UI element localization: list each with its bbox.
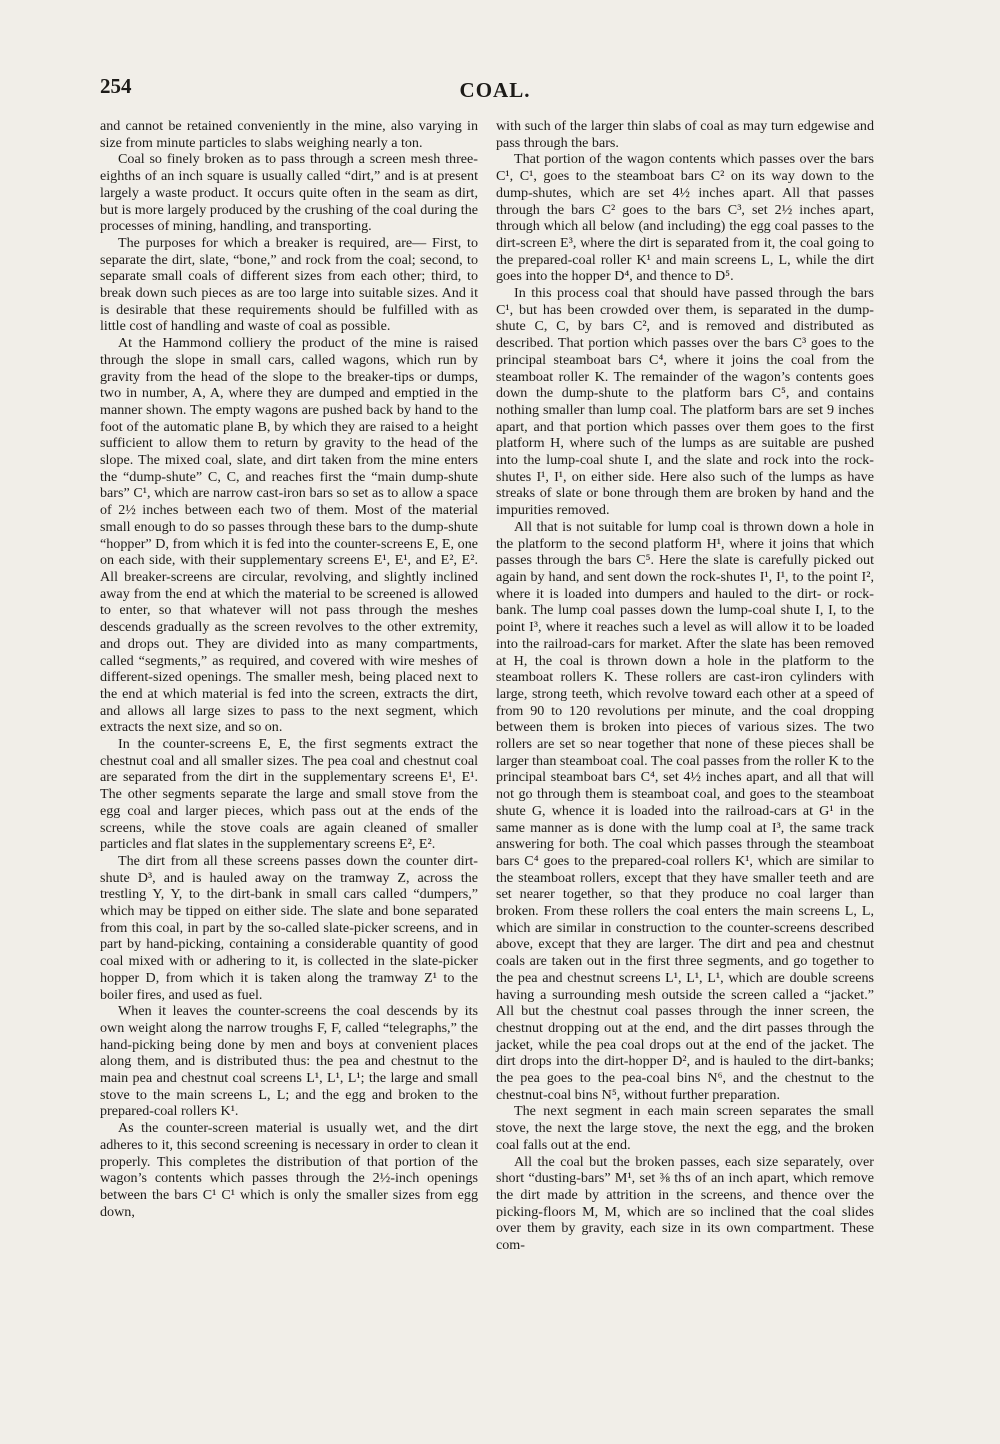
paragraph: with such of the larger thin slabs of coal as may turn edgewise and pass through the bars. bbox=[496, 118, 874, 151]
paragraph: In the counter-screens E, E, the first segments extract the chestnut coal and all smaller sizes. The pea coal and chestnut coal are separated from the dirt in the supplementary screens E¹, E¹. The other segments separate the large and small stove from the egg coal and larger pieces, which pass out at the ends of the screens, while the stove coals are again cleaned of smaller particles and flat slates in the supplementary screens E², E². bbox=[100, 736, 478, 853]
paragraph: When it leaves the counter-screens the coal descends by its own weight along the narrow troughs F, F, called “telegraphs,” the hand-picking being done by men and boys at convenient places along them, and is distributed thus: the pea and chestnut to the main pea and chestnut coal screens L¹, L¹, L¹; the large and small stove to the main screens L, L; and the egg and broken to the prepared-coal rollers K¹. bbox=[100, 1003, 478, 1120]
left-column bbox=[100, 118, 478, 1220]
page-header bbox=[100, 74, 890, 108]
paragraph: The dirt from all these screens passes down the counter dirt-shute D³, and is hauled away on the tramway Z, across the trestling Y, Y, to the dirt-bank in small cars called “dumpers,” which may be tipped on either side. The slate and bone separated from this coal, in part by the so-called slate-picker screens, and in part by hand-picking, containing a considerable quantity of good coal mixed with or adhering to it, is collected in the slate-picker hopper D, from which it is taken along the tramway Z¹ to the boiler fires, and used as fuel. bbox=[100, 852, 478, 1003]
page-number: 254 bbox=[100, 74, 132, 98]
paragraph: The purposes for which a breaker is required, are— First, to separate the dirt, slate, “bone,” and rock from the coal; second, to separate small coals of different sizes from each other; third, to break down such pieces as are too large into suitable sizes. And it is desirable that these requirements should be fulfilled with as little cost of handling and waste of coal as possible. bbox=[100, 234, 478, 335]
paragraph: and cannot be retained conveniently in the mine, also varying in size from minute particles to slabs weighing nearly a ton. bbox=[100, 118, 478, 151]
paragraph: All the coal but the broken passes, each size separately, over short “dusting-bars” M¹, set ⅜ ths of an inch apart, which remove the dirt made by attrition in the screens, and thence over the picking-floors M, M, which are so inclined that the coal slides over them by gravity, each size in its own compartment. These com- bbox=[496, 1153, 874, 1254]
paragraph: Coal so finely broken as to pass through a screen mesh three-eighths of an inch square is usually called “dirt,” and is at present largely a waste product. It occurs quite often in the seam as dirt, but is more largely produced by the crushing of the coal during the processes of mining, handling, and transporting. bbox=[100, 151, 478, 235]
paragraph: As the counter-screen material is usually wet, and the dirt adheres to it, this second screening is necessary in order to clean it properly. This completes the distribution of that portion of the wagon’s contents which passes through the 2½-inch openings between the bars C¹ C¹ which is only the smaller sizes from egg down, bbox=[100, 1120, 478, 1220]
paragraph: The next segment in each main screen separates the small stove, the next the large stove, the next the egg, and the broken coal falls out at the end. bbox=[496, 1103, 874, 1153]
paragraph: At the Hammond colliery the product of the mine is raised through the slope in small cars, called wagons, which run by gravity from the head of the slope to the breaker-tips or dumps, two in number, A, A, where they are dumped and emptied in the manner shown. The empty wagons are pushed back by hand to the foot of the automatic plane B, by which they are raised to a height sufficient to allow them to return by gravity to the head of the slope. The mixed coal, slate, and dirt taken from the mine enters the “dump-shute” C, C, and reaches first the “main dump-shute bars” C¹, which are narrow cast-iron bars so set as to allow a space of 2½ inches between each two of them. Most of the material small enough to do so passes through these bars to the dump-shute “hopper” D, from which it is fed into the counter-screens E, E, one on each side, with their supplementary screens E¹, E¹, and E², E². All breaker-screens are circular, revolving, and slightly inclined away from the end at which the material to be screened is allowed to enter, so that whatever will not pass through the meshes descends gradually as the screen revolves to the other extremity, and drops out. They are divided into as many compartments, called “segments,” as required, and covered with wire meshes of different-sized openings. The smaller mesh, being placed next to the end at which material is fed into the screen, extracts the dirt, and allows all large sizes to pass to the next segment, which extracts the next size, and so on. bbox=[100, 335, 478, 736]
paragraph: In this process coal that should have passed through the bars C¹, but has been crowded over them, is separated in the dump-shute C, C, by bars C², and is removed and distributed as described. That portion which passes over the bars C³ goes to the principal steamboat bars C⁴, where it joins the coal from the steamboat roller K. The remainder of the wagon’s contents goes down the dump-shute to the platform bars C⁵, and contains nothing smaller than lump coal. The platform bars are set 9 inches apart, and that portion which passes over them goes to the first platform H, where such of the lumps as are suitable are pushed into the lump-coal shute I, and the slate and rock into the rock-shutes I¹, I¹, on either side. Here also such of the lumps as have streaks of slate or bone through them are broken by hand and the impurities removed. bbox=[496, 285, 874, 519]
running-head: COAL. bbox=[459, 78, 531, 102]
paragraph: That portion of the wagon contents which passes over the bars C¹, C¹, goes to the steamboat bars C² on its way down to the dump-shutes, which are set 4½ inches apart. All that passes through the bars C² goes to the bars C³, set 2½ inches apart, through which all below (and including) the egg coal passes to the dirt-screen E³, where the dirt is separated from it, the coal going to the prepared-coal roller K¹ and main screens L, L, while the dirt goes into the hopper D⁴, and thence to D⁵. bbox=[496, 151, 874, 285]
right-column bbox=[496, 118, 874, 1254]
paragraph: All that is not suitable for lump coal is thrown down a hole in the platform to the second platform H¹, where it joins that which passes through the bars C⁵. Here the slate is carefully picked out again by hand, and sent down the rock-shutes I¹, I¹, to the point I², where it is loaded into dumpers and hauled to the dirt- or rock-bank. The lump coal passes down the lump-coal shute I, I, to the point I³, where it reaches such a level as will allow it to be loaded into the railroad-cars for market. After the slate has been removed at H, the coal is thrown down a hole in the platform to the steamboat rollers K. These rollers are cast-iron cylinders with large, strong teeth, which revolve toward each other at a speed of from 90 to 120 revolutions per minute, and the coal dropping between them is broken into pieces of various sizes. The two rollers are set so near together that none of these pieces shall be larger than steamboat coal. The coal passes from the roller K to the principal steamboat bars C⁴, set 4½ inches apart, and all that will not go through them is steamboat coal, and goes to the steamboat shute G, whence it is loaded into the railroad-cars at G¹ in the same manner as is done with the lump coal at I³, the same track answering for both. The coal which passes through the steamboat bars C⁴ goes to the prepared-coal rollers K¹, which are similar to the steamboat rollers, except that they have smaller teeth and are set nearer together, so that they produce no coal larger than broken. From these rollers the coal enters the main screens L, L, which are similar in construction to the counter-screens described above, except that they are larger. The dirt and pea and chestnut coals are taken out in the first three segments, and go together to the pea and chestnut screens L¹, L¹, L¹, which are double screens having a surrounding mesh outside the screen called a “jacket.” All but the chestnut coal passes through the inner screen, the chestnut dropping out at the end, and the dirt passes through the jacket, while the pea coal drops out at the end of the jacket. The dirt drops into the dirt-hopper D², and is hauled to the dirt-banks; the pea goes to the pea-coal bins N⁶, and the chestnut to the chestnut-coal bins N⁵, without further preparation. bbox=[496, 518, 874, 1103]
